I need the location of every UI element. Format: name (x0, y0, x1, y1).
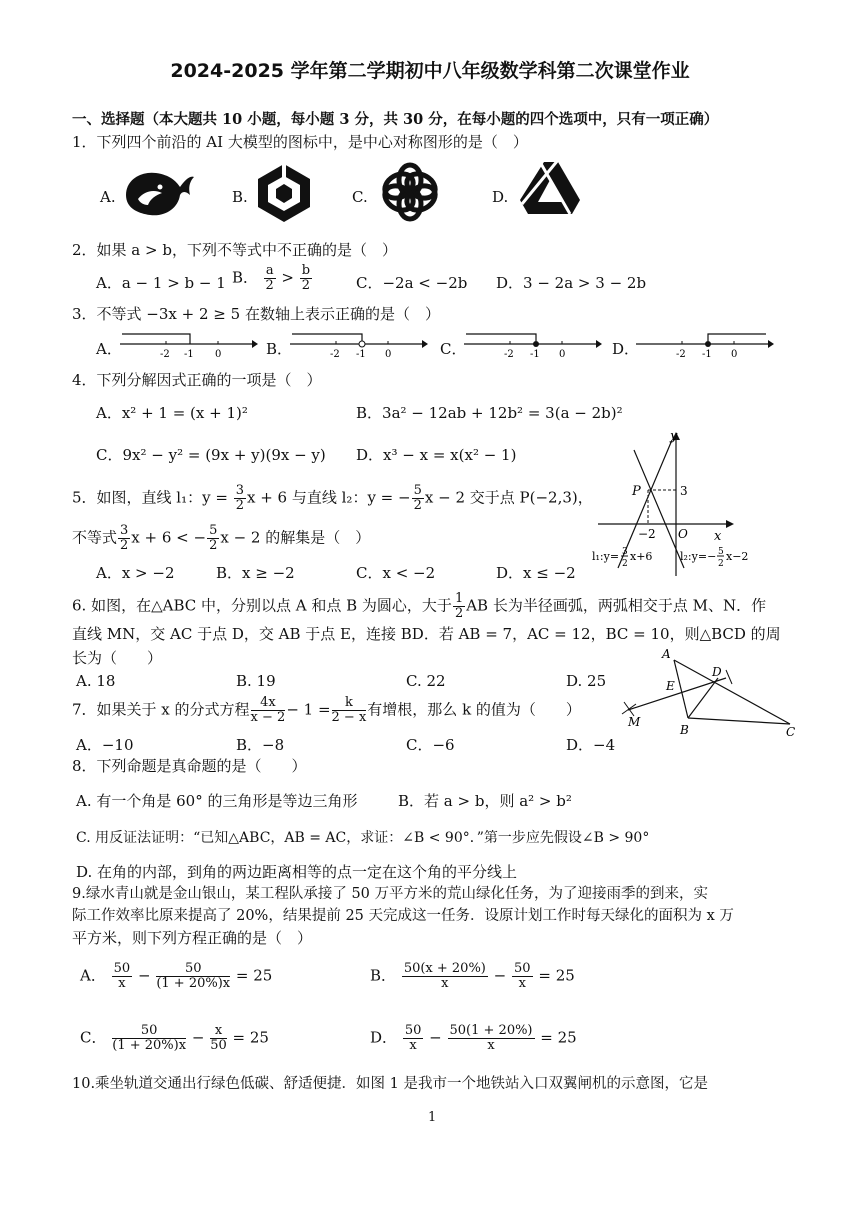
l2-numerator: 5 (718, 547, 724, 557)
text: x − 2 的解集是（ ） (220, 528, 371, 547)
label: A． (80, 966, 106, 985)
fraction (118, 524, 130, 553)
q8-option-c: C. 用反证法证明：“已知△ABC，AB = AC，求证：∠B < 90°．”第一步应先假设∠B > 90° (76, 830, 650, 846)
cube-logo-icon (256, 162, 312, 228)
fraction (207, 524, 219, 553)
q3-option-c-label: C． (440, 340, 467, 358)
numerator: x (210, 1024, 227, 1039)
star-logo-icon (518, 160, 582, 228)
tick-label: 0 (559, 349, 566, 360)
tick-label: -1 (530, 349, 540, 360)
numerator: 50 (404, 1023, 422, 1038)
q3-option-a-label: A． (96, 340, 122, 358)
q2-option-b (232, 264, 313, 293)
denominator: x (441, 976, 449, 991)
q5-option-a: A．x > −2 (96, 564, 175, 582)
q4-option-a: A．x² + 1 = (x + 1)² (96, 404, 248, 422)
question-7-stem (72, 696, 581, 725)
option-c-label: C. (352, 188, 368, 206)
question-4-stem: 4．下列分解因式正确的一项是（ ） (72, 371, 322, 389)
q2-option-a: A．a − 1 > b − 1 (96, 274, 226, 292)
numerator: 50 (113, 961, 131, 976)
label-neg-two: −2 (638, 527, 656, 541)
knot-logo-icon (378, 160, 442, 228)
fraction (403, 1024, 424, 1053)
l1-numerator: 3 (622, 547, 628, 557)
question-6-line3: 长为（ ） (72, 649, 163, 667)
operator: − (493, 966, 507, 985)
tick-label: -2 (676, 349, 686, 360)
q8-option-d: D. 在角的内部，到角的两边距离相等的点一定在这个角的平分线上 (76, 863, 518, 881)
rhs: = 25 (540, 1028, 577, 1047)
label-origin: O (678, 527, 688, 541)
q6-option-d: D. 25 (566, 672, 607, 690)
denominator: 2 (265, 278, 274, 293)
numerator: 3 (120, 523, 129, 538)
operator: − (137, 966, 151, 985)
fraction (300, 264, 312, 293)
q5-figure (588, 428, 768, 578)
denominator: x − 2 (250, 710, 286, 725)
fraction (448, 1024, 535, 1053)
text: 6. 如图，在△ABC 中，分别以点 A 和点 B 为圆心，大于 (72, 596, 452, 615)
operator: − (191, 1028, 205, 1047)
q9-option-c (80, 1024, 269, 1053)
q7-option-b: B．−8 (236, 736, 285, 754)
point-label-p: P (632, 484, 641, 499)
denominator: 2 (120, 538, 129, 553)
tick-label: -2 (330, 349, 340, 360)
numerator: 4x (251, 696, 286, 711)
q2-option-d: D．3 − 2a > 3 − 2b (496, 274, 647, 292)
denominator: 50 (210, 1038, 227, 1053)
q9-option-d (370, 1024, 577, 1053)
question-10-line1: 10.乘坐轨道交通出行绿色低碳、舒适便捷．如图 1 是我市一个地铁站入口双翼闸机的示意图，它是 (72, 1076, 708, 1092)
question-9-line3: 平方米，则下列方程正确的是（ ） (72, 929, 313, 947)
numerator: 5 (209, 523, 218, 538)
q3-option-b-label: B． (266, 340, 293, 358)
text: x + 6 与直线 l₂：y = − (246, 488, 411, 507)
text: 有增根，那么 k 的值为（ ） (367, 700, 581, 719)
point-label-d: D (712, 665, 722, 679)
fraction (234, 484, 246, 513)
text: 不等式 (72, 528, 118, 547)
q6-figure (614, 644, 804, 740)
numerator: 50 (514, 961, 531, 976)
whale-logo-icon (120, 165, 196, 225)
q4-option-d: D．x³ − x = x(x² − 1) (356, 446, 517, 464)
denominator: x (118, 976, 126, 991)
q9-option-b (370, 962, 575, 991)
fraction (264, 264, 276, 293)
q7-option-a: A．−10 (76, 736, 134, 754)
page-title: 2024-2025 学年第二学期初中八年级数学科第二次课堂作业 (170, 60, 690, 82)
q2-option-b-label: B． (232, 268, 259, 287)
rhs: = 25 (232, 1028, 269, 1047)
operator: − (429, 1028, 442, 1047)
fraction (512, 962, 533, 991)
q2-option-c: C．−2a < −2b (356, 274, 468, 292)
numerator: k (332, 696, 367, 711)
question-6-line2: 直线 MN，交 AC 于点 D，交 AB 于点 E，连接 BD．若 AB = 7，AC = 12，BC = 10，则△BCD 的周 (72, 625, 781, 643)
q8-option-b: B．若 a > b，则 a² > b² (398, 792, 572, 810)
text: − 1 = (286, 700, 331, 719)
q7-option-c: C．−6 (406, 736, 455, 754)
q5-option-d: D．x ≤ −2 (496, 564, 576, 582)
axis-label-y: y (670, 429, 678, 444)
denominator: x (518, 976, 526, 991)
point-label-b: B (680, 723, 689, 737)
tick-label: 0 (385, 349, 392, 360)
l1-rest: x+6 (630, 550, 653, 563)
rhs: = 25 (235, 966, 273, 985)
question-5-inequality (72, 524, 370, 553)
number-line-d (634, 326, 774, 360)
q3-option-d-label: D． (612, 340, 640, 358)
fraction (210, 1024, 227, 1053)
text: x + 6 < − (131, 528, 207, 547)
fraction (112, 962, 133, 991)
option-d-label: D. (492, 188, 509, 206)
numerator: 50(x + 20%) (403, 961, 486, 976)
denominator: (1 + 20%)x (112, 1038, 187, 1053)
numerator: b (301, 263, 311, 278)
text: 7．如果关于 x 的分式方程 (72, 700, 250, 719)
q8-option-a: A. 有一个角是 60° 的三角形是等边三角形 (76, 792, 358, 810)
l1-denominator: 2 (622, 559, 628, 569)
operator: > (281, 268, 294, 287)
fraction (412, 484, 424, 513)
fraction (332, 696, 367, 725)
tick-label: 0 (215, 349, 222, 360)
option-a-label: A. (100, 188, 116, 206)
tick-label: 0 (731, 349, 738, 360)
line-l2-label: l₂:y=− (680, 550, 717, 563)
q6-option-b: B. 19 (236, 672, 276, 690)
page-number: 1 (428, 1110, 437, 1125)
q6-option-c: C. 22 (406, 672, 446, 690)
denominator: x (409, 1038, 417, 1053)
numerator: a (265, 263, 274, 278)
denominator: 2 − x (331, 710, 367, 725)
tick-label: -1 (702, 349, 712, 360)
number-line-b (288, 326, 428, 360)
denominator: 2 (209, 538, 218, 553)
label: D． (370, 1028, 398, 1047)
denominator: 2 (454, 606, 464, 621)
l2-rest: x−2 (726, 550, 749, 563)
tick-label: -2 (504, 349, 514, 360)
question-5-stem (72, 484, 593, 513)
numerator: 50(1 + 20%) (449, 1023, 533, 1038)
tick-label: -2 (160, 349, 170, 360)
point-label-e: E (666, 679, 675, 693)
q7-option-d: D．−4 (566, 736, 616, 754)
q5-option-b: B．x ≥ −2 (216, 564, 295, 582)
denominator: 2 (235, 498, 244, 513)
point-label-a: A (662, 647, 671, 661)
point-label-m: M (628, 715, 641, 729)
fraction (112, 1024, 186, 1053)
rhs: = 25 (538, 966, 575, 985)
axis-label-x: x (714, 529, 722, 544)
question-3-stem: 3．不等式 −3x + 2 ≥ 5 在数轴上表示正确的是（ ） (72, 305, 440, 323)
q4-option-b: B．3a² − 12ab + 12b² = 3(a − 2b)² (356, 404, 623, 422)
fraction (402, 962, 488, 991)
text: AB 长为半径画弧，两弧相交于点 M、N．作 (466, 596, 767, 615)
question-9-line1: 9.绿水青山就是金山银山，某工程队承接了 50 万平方米的荒山绿化任务，为了迎接雨季的到来，实 (72, 886, 708, 902)
numerator: 5 (413, 483, 422, 498)
option-b-label: B. (232, 188, 248, 206)
point-label-c: C (786, 725, 796, 739)
number-line-a (118, 326, 258, 360)
number-line-c (462, 326, 602, 360)
question-2-stem: 2．如果 a > b，下列不等式中不正确的是（ ） (72, 241, 397, 259)
section-heading: 一、选择题（本大题共 10 小题，每小题 3 分，共 30 分，在每小题的四个选项中，只有一项正确） (72, 111, 719, 128)
label: C． (80, 1028, 107, 1047)
fraction (251, 696, 286, 725)
fraction (156, 962, 230, 991)
label: B． (370, 966, 397, 985)
question-9-line2: 际工作效率比原来提高了 20%，结果提前 25 天完成这一任务．设原计划工作时每天绿化的面积为 x 万 (72, 908, 734, 924)
question-1-stem: 1．下列四个前沿的 AI 大模型的图标中，是中心对称图形的是（ ） (72, 133, 528, 151)
tick-label: -1 (184, 349, 194, 360)
fraction (453, 592, 465, 621)
denominator: 2 (413, 498, 422, 513)
question-6-line1 (72, 592, 766, 621)
q9-option-a (80, 962, 272, 991)
numerator: 3 (235, 483, 244, 498)
line-l1-label: l₁:y= (592, 550, 620, 563)
tick-label: -1 (356, 349, 366, 360)
label-three: 3 (680, 484, 688, 498)
denominator: x (487, 1038, 495, 1053)
l2-denominator: 2 (718, 559, 724, 569)
denominator: (1 + 20%)x (156, 976, 231, 991)
text: x − 2 交于点 P(−2,3)， (424, 488, 593, 507)
question-8-stem: 8．下列命题是真命题的是（ ） (72, 757, 307, 775)
text: 5．如图，直线 l₁：y = (72, 488, 233, 507)
q5-option-c: C．x < −2 (356, 564, 436, 582)
denominator: 2 (301, 278, 311, 293)
numerator: 50 (112, 1024, 186, 1039)
numerator: 50 (156, 962, 230, 977)
numerator: 1 (454, 591, 464, 606)
q6-option-a: A. 18 (76, 672, 116, 690)
q4-option-c: C．9x² − y² = (9x + y)(9x − y) (96, 446, 326, 464)
